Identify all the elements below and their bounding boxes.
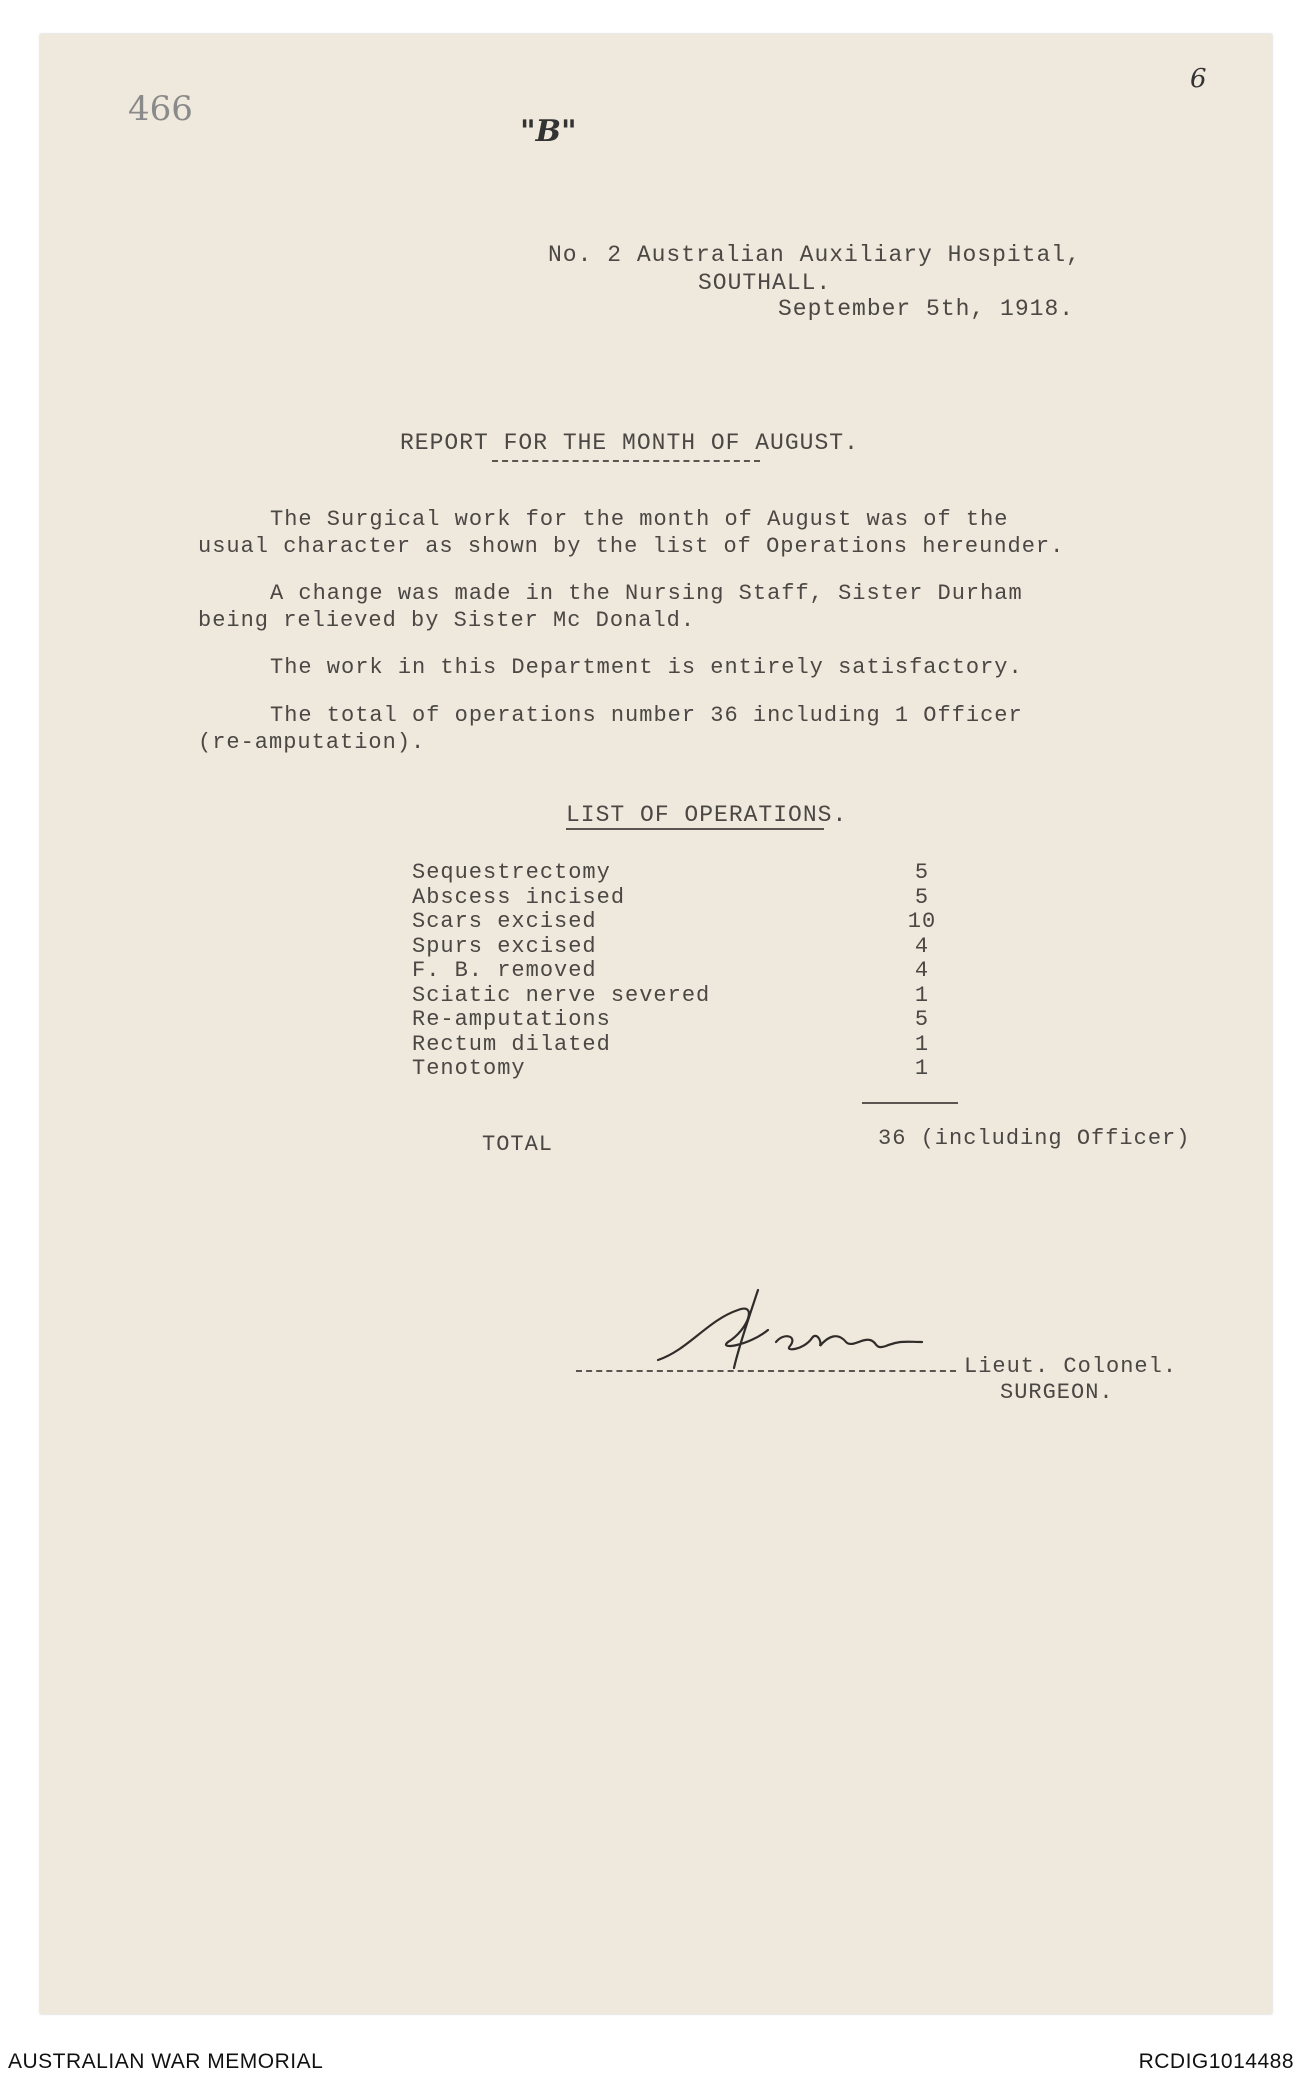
signature-mark [638, 1280, 938, 1380]
list-item [412, 1056, 932, 1081]
signatory-rank: Lieut. Colonel. [964, 1354, 1178, 1379]
operation-count: 5 [914, 884, 930, 910]
signatory-role: SURGEON. [1000, 1380, 1114, 1405]
footer-institution: AUSTRALIAN WAR MEMORIAL [8, 2050, 324, 2073]
operation-name: Scars excised [412, 909, 597, 934]
operation-count: 4 [914, 958, 930, 983]
title-underline [492, 460, 760, 462]
operation-name: F. B. removed [412, 958, 597, 983]
paragraph-line: A change was made in the Nursing Staff, Sister Durham [270, 581, 1023, 606]
operations-heading-underline [566, 828, 824, 830]
operation-count: 4 [914, 933, 930, 959]
operation-name: Abscess incised [412, 884, 626, 910]
document-page [40, 34, 1272, 2014]
list-item [412, 1007, 932, 1032]
operations-heading: LIST OF OPERATIONS. [566, 802, 848, 828]
stamp-number: 466 [128, 89, 193, 129]
paragraph-department [198, 654, 1023, 681]
paragraph-nursing-staff [198, 580, 1023, 634]
operation-name: Re-amputations [412, 1007, 611, 1032]
paragraph-line: usual character as shown by the list of Operations hereunder. [198, 534, 1065, 559]
paragraph-line: (re-amputation). [198, 730, 426, 755]
operation-name: Sequestrectomy [412, 860, 611, 885]
operation-count: 1 [914, 982, 930, 1008]
operation-name: Tenotomy [412, 1056, 526, 1081]
list-item [412, 1032, 932, 1057]
paragraph-line: The work in this Department is entirely satisfactory. [270, 655, 1023, 680]
handwritten-page-number: 6 [1190, 64, 1207, 94]
hospital-location: SOUTHALL. [698, 270, 832, 296]
operation-count: 1 [914, 1031, 930, 1057]
list-item [412, 934, 932, 959]
paragraph-surgical-work [198, 506, 1064, 560]
report-date: September 5th, 1918. [778, 296, 1075, 322]
list-item [412, 983, 932, 1008]
list-item [412, 885, 932, 910]
paragraph-line: The Surgical work for the month of August was of the [270, 507, 1009, 532]
hospital-name: No. 2 Australian Auxiliary Hospital, [548, 242, 1081, 268]
paragraph-line: The total of operations number 36 including 1 Officer [270, 703, 1023, 728]
signature-line [576, 1370, 956, 1372]
list-item [412, 958, 932, 983]
operation-name: Sciatic nerve severed [412, 982, 711, 1008]
operation-name: Spurs excised [412, 933, 597, 959]
operations-list [412, 860, 937, 1081]
list-item [412, 909, 937, 934]
total-value: 36 (including Officer) [878, 1126, 1191, 1151]
operation-count: 5 [914, 860, 930, 885]
operation-name: Rectum dilated [412, 1031, 611, 1057]
operation-count: 5 [914, 1007, 930, 1032]
total-rule [862, 1102, 958, 1104]
report-title: REPORT FOR THE MONTH OF AUGUST. [400, 430, 859, 456]
operation-count: 1 [914, 1056, 930, 1081]
handwritten-mark: "B" [520, 114, 577, 149]
paragraph-line: being relieved by Sister Mc Donald. [198, 608, 696, 633]
footer-identifier: RCDIG1014488 [1138, 2050, 1294, 2073]
paragraph-total [198, 702, 1023, 756]
total-label: TOTAL [482, 1132, 554, 1157]
operation-count: 10 [907, 909, 937, 934]
list-item [412, 860, 932, 885]
